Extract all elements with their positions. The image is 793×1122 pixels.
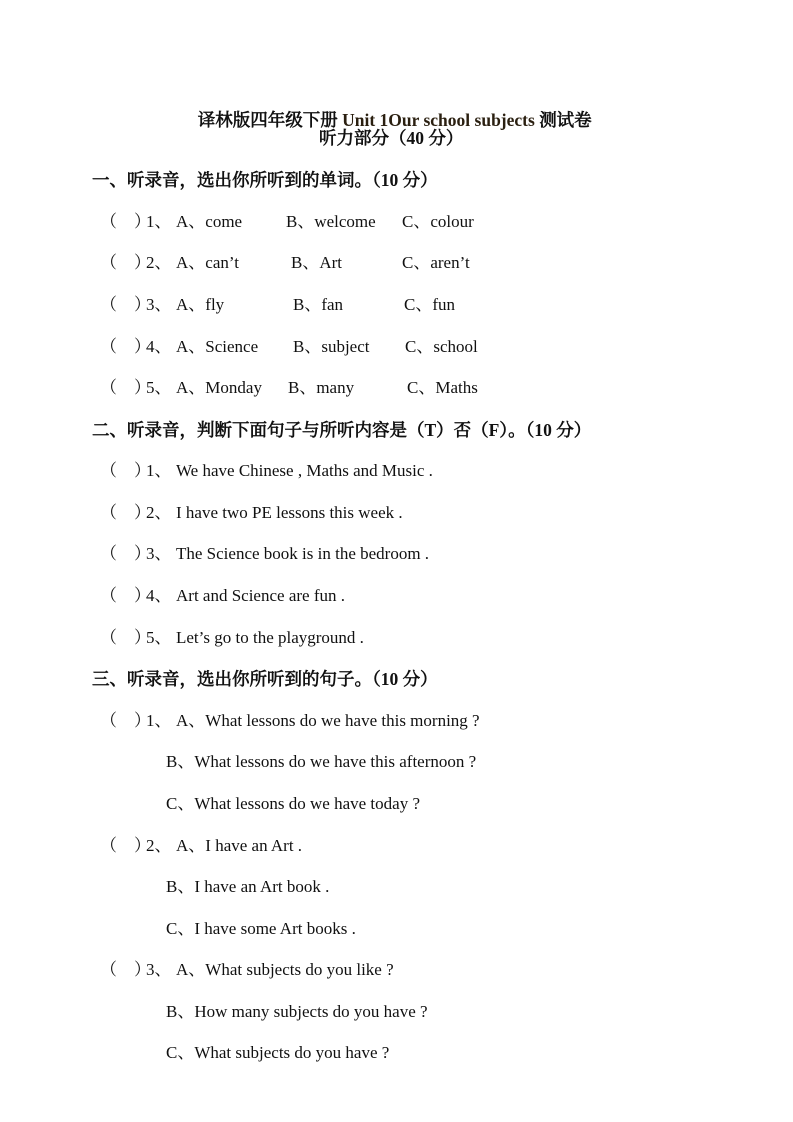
answer-blank[interactable] [100,460,151,482]
answer-blank-text: （ ） [100,503,151,522]
question-number: 4、 [146,586,172,605]
answer-blank-text: （ ） [100,212,151,231]
answer-blank-text: （ ） [100,461,151,480]
answer-blank[interactable] [100,710,151,732]
option-c: C、Maths [407,378,478,397]
option-b: B、fan [293,295,344,314]
question-number: 2、 [146,503,172,522]
answer-blank-text: （ ） [100,628,151,647]
answer-blank[interactable] [100,627,151,649]
statement-text: Let’s go to the playground . [176,628,364,647]
question-number: 2、 [146,836,172,855]
question-number: 3、 [146,960,172,979]
question-number: 5、 [146,378,172,397]
answer-blank[interactable] [100,543,151,565]
question-number: 3、 [146,295,172,314]
option-a: A、Monday [176,378,262,397]
statement-text: I have two PE lessons this week . [176,503,403,522]
answer-blank[interactable] [100,377,151,399]
answer-blank[interactable] [100,336,151,358]
answer-blank-text: （ ） [100,836,151,855]
option-c: C、What subjects do you have ? [166,1043,390,1062]
option-a: A、come [176,212,243,231]
option-c: C、aren’t [402,253,470,272]
option-c: C、school [405,337,478,356]
option-b: B、Art [291,253,342,272]
answer-blank[interactable] [100,502,151,524]
question-number: 3、 [146,544,172,563]
question-number: 1、 [146,461,172,480]
option-c: C、I have some Art books . [166,919,356,938]
answer-blank-text: （ ） [100,378,151,397]
answer-blank[interactable] [100,959,151,981]
question-number: 1、 [146,711,172,730]
answer-blank[interactable] [100,252,151,274]
section-2-heading: 二、听录音，判断下面句子与所听内容是（T）否（F）。（10 分） [92,420,592,440]
answer-blank-text: （ ） [100,544,151,563]
question-number: 2、 [146,253,172,272]
title-unit: Unit 1Our school subjects [342,110,535,130]
document-subtitle: 听力部分（40 分） [319,128,464,148]
section-3-heading: 三、听录音，选出你所听到的句子。（10 分） [92,669,438,689]
option-b: B、subject [293,337,370,356]
option-a: A、What lessons do we have this morning ? [176,711,480,730]
question-number: 4、 [146,337,172,356]
option-b: B、What lessons do we have this afternoon ? [166,752,477,771]
title-prefix: 译林版四年级下册 [197,110,343,130]
option-b: B、How many subjects do you have ? [166,1002,428,1021]
answer-blank-text: （ ） [100,711,151,730]
answer-blank[interactable] [100,211,151,233]
statement-text: The Science book is in the bedroom . [176,544,430,563]
statement-text: Art and Science are fun . [176,586,345,605]
option-b: B、many [288,378,355,397]
option-c: C、colour [402,212,474,231]
title-suffix: 测试卷 [534,110,592,130]
answer-blank-text: （ ） [100,295,151,314]
statement-text: We have Chinese , Maths and Music . [176,461,433,480]
option-a: A、What subjects do you like ? [176,960,394,979]
option-a: A、fly [176,295,225,314]
answer-blank[interactable] [100,835,151,857]
answer-blank[interactable] [100,294,151,316]
answer-blank-text: （ ） [100,337,151,356]
question-number: 1、 [146,212,172,231]
answer-blank-text: （ ） [100,960,151,979]
option-a: A、I have an Art . [176,836,303,855]
option-a: A、can’t [176,253,239,272]
option-c: C、fun [404,295,455,314]
option-c: C、What lessons do we have today ? [166,794,420,813]
answer-blank-text: （ ） [100,253,151,272]
document-title [189,87,592,131]
option-a: A、Science [176,337,259,356]
section-1-heading: 一、听录音，选出你所听到的单词。（10 分） [92,170,438,190]
answer-blank-text: （ ） [100,586,151,605]
option-b: B、I have an Art book . [166,877,330,896]
option-b: B、welcome [286,212,376,231]
answer-blank[interactable] [100,585,151,607]
question-number: 5、 [146,628,172,647]
